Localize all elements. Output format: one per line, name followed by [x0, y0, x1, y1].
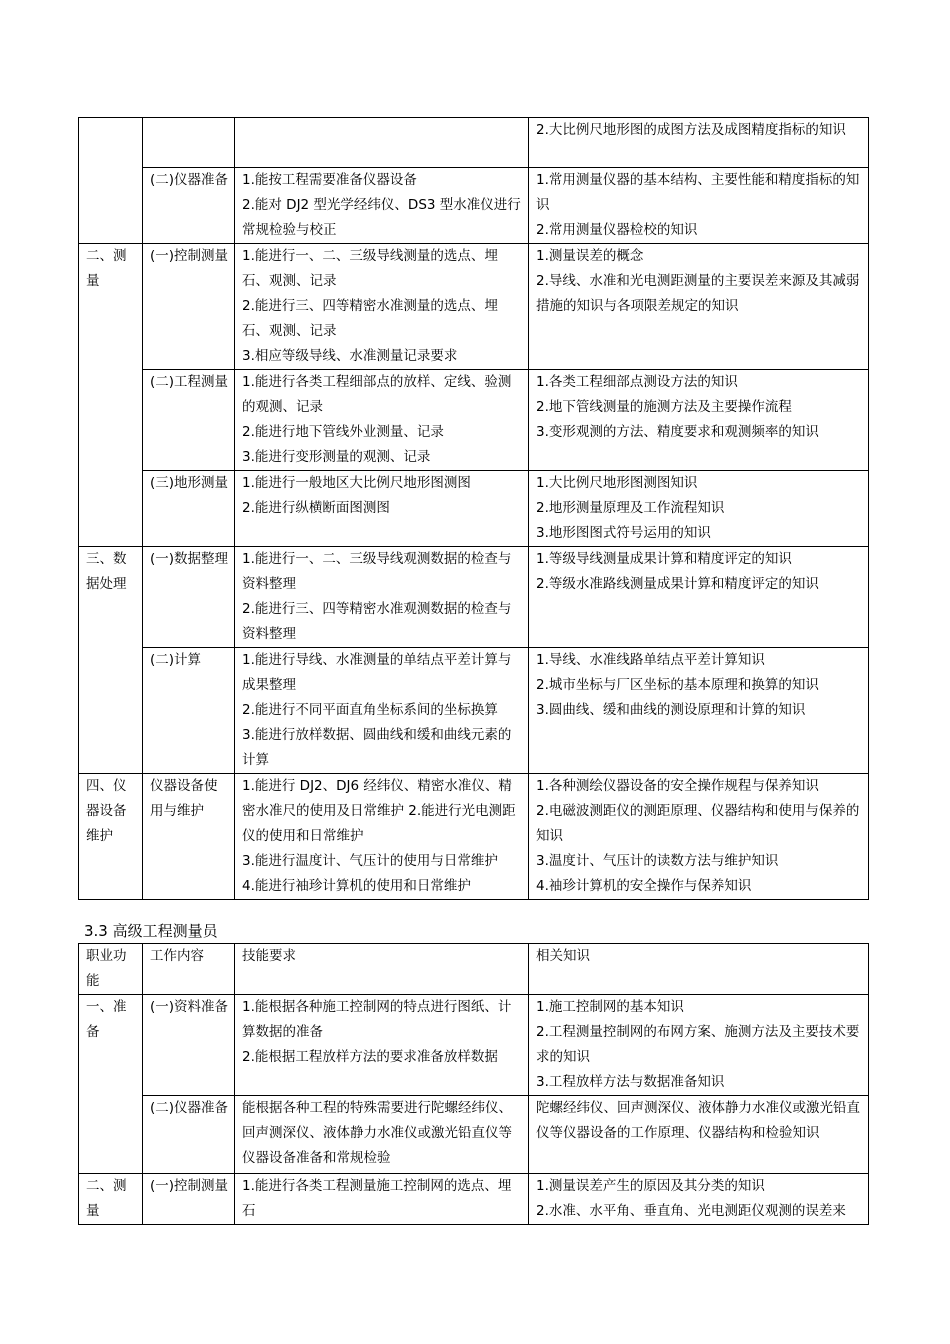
- content-cell: (一)控制测量: [143, 1174, 235, 1225]
- skill-line: 1.能按工程需要准备仪器设备: [242, 172, 417, 188]
- skills-cell: [235, 774, 529, 900]
- knowledge-line: 1.各种测绘仪器设备的安全操作规程与保养知识: [536, 778, 819, 794]
- knowledge-cell: [529, 168, 869, 244]
- skills-table-continued: [78, 117, 869, 900]
- header-content: 工作内容: [143, 944, 235, 995]
- knowledge-cell: [529, 1096, 869, 1174]
- knowledge-line: 1.各类工程细部点测设方法的知识: [536, 374, 738, 390]
- skill-line: 3.能进行变形测量的观测、记录: [242, 449, 431, 465]
- knowledge-line: 2.地下管线测量的施测方法及主要操作流程: [536, 399, 792, 415]
- knowledge-line: 2.城市坐标与厂区坐标的基本原理和换算的知识: [536, 677, 819, 693]
- content-cell: (二)仪器准备: [143, 168, 235, 244]
- skill-line: 能根据各种工程的特殊需要进行陀螺经纬仪、回声测深仪、液体静力水准仪或激光铅直仪等仪器设备准备和常规检验: [242, 1100, 512, 1166]
- skill-line: 2.能进行纵横断面图测图: [242, 500, 390, 516]
- table-row: [79, 1096, 869, 1174]
- knowledge-line: 3.变形观测的方法、精度要求和观测频率的知识: [536, 424, 819, 440]
- skill-line: 1.能进行一、二、三级导线观测数据的检查与资料整理: [242, 551, 512, 592]
- header-knowledge: 相关知识: [529, 944, 869, 995]
- func-cell: 四、仪器设备维护: [79, 774, 143, 900]
- skills-cell: [235, 168, 529, 244]
- knowledge-line: 1.测量误差产生的原因及其分类的知识: [536, 1178, 765, 1194]
- knowledge-line: 1.施工控制网的基本知识: [536, 999, 684, 1015]
- knowledge-line: 2.常用测量仪器检校的知识: [536, 222, 698, 238]
- knowledge-line: 2.水准、水平角、垂直角、光电测距仪观测的误差来: [536, 1203, 846, 1219]
- content-cell: (一)控制测量: [143, 244, 235, 370]
- content-cell: 仪器设备使用与维护: [143, 774, 235, 900]
- table-row: [79, 774, 869, 900]
- content-cell: (一)资料准备: [143, 995, 235, 1096]
- func-cell: 二、测量: [79, 244, 143, 547]
- skill-line: 3.相应等级导线、水准测量记录要求: [242, 348, 458, 364]
- table-row: [79, 995, 869, 1096]
- knowledge-line: 2.工程测量控制网的布网方案、施测方法及主要技术要求的知识: [536, 1024, 860, 1065]
- content-cell: (三)地形测量: [143, 471, 235, 547]
- table-row: [79, 244, 869, 370]
- knowledge-cell: [529, 244, 869, 370]
- skills-cell: [235, 995, 529, 1096]
- knowledge-line: 3.圆曲线、缓和曲线的测设原理和计算的知识: [536, 702, 806, 718]
- skills-cell: [235, 1174, 529, 1225]
- skill-line: 2.能进行三、四等精密水准观测数据的检查与资料整理: [242, 601, 512, 642]
- header-skills: 技能要求: [235, 944, 529, 995]
- table-row: [79, 168, 869, 244]
- func-cell: 二、测量: [79, 1174, 143, 1225]
- table-row: [79, 118, 869, 168]
- knowledge-line: 2.地形测量原理及工作流程知识: [536, 500, 725, 516]
- knowledge-line: 2.等级水准路线测量成果计算和精度评定的知识: [536, 576, 819, 592]
- knowledge-line: 2.电磁波测距仪的测距原理、仪器结构和使用与保养的知识: [536, 803, 860, 844]
- skills-cell: [235, 1096, 529, 1174]
- skill-line: 4.能进行袖珍计算机的使用和日常维护: [242, 878, 471, 894]
- skills-cell: [235, 118, 529, 168]
- skills-cell: [235, 244, 529, 370]
- skill-line: 1.能进行一、二、三级导线测量的选点、埋石、观测、记录: [242, 248, 498, 289]
- knowledge-cell: [529, 648, 869, 774]
- func-cell: 三、数据处理: [79, 547, 143, 774]
- skill-line: 2.能进行不同平面直角坐标系间的坐标换算: [242, 702, 498, 718]
- skills-table-advanced: [78, 943, 869, 1225]
- skill-line: 1.能进行导线、水准测量的单结点平差计算与成果整理: [242, 652, 512, 693]
- table-row: [79, 370, 869, 471]
- skill-line: 2.能进行地下管线外业测量、记录: [242, 424, 444, 440]
- skills-cell: [235, 471, 529, 547]
- content-cell: (二)仪器准备: [143, 1096, 235, 1174]
- skill-line: 1.能进行一般地区大比例尺地形图测图: [242, 475, 471, 491]
- knowledge-line: 3.工程放样方法与数据准备知识: [536, 1074, 725, 1090]
- knowledge-line: 4.袖珍计算机的安全操作与保养知识: [536, 878, 752, 894]
- content-cell: (二)计算: [143, 648, 235, 774]
- knowledge-line: 陀螺经纬仪、回声测深仪、液体静力水准仪或激光铅直仪等仪器设备的工作原理、仪器结构和检验知识: [536, 1100, 860, 1141]
- skill-line: 1.能进行各类工程细部点的放样、定线、验测的观测、记录: [242, 374, 512, 415]
- content-cell: [143, 118, 235, 168]
- knowledge-cell: [529, 995, 869, 1096]
- skill-line: 3.能进行温度计、气压计的使用与日常维护: [242, 853, 498, 869]
- skill-line: 1.能根据各种施工控制网的特点进行图纸、计算数据的准备: [242, 999, 512, 1040]
- table-row: [79, 471, 869, 547]
- table-row: [79, 547, 869, 648]
- knowledge-cell: [529, 118, 869, 168]
- skill-line: 3.能进行放样数据、圆曲线和缓和曲线元素的计算: [242, 727, 512, 768]
- knowledge-cell: [529, 1174, 869, 1225]
- knowledge-cell: [529, 471, 869, 547]
- func-cell: 一、准备: [79, 995, 143, 1174]
- table-row: [79, 1174, 869, 1225]
- skills-cell: [235, 648, 529, 774]
- knowledge-line: 1.测量误差的概念: [536, 248, 644, 264]
- knowledge-cell: [529, 547, 869, 648]
- skills-cell: [235, 370, 529, 471]
- knowledge-line: 1.等级导线测量成果计算和精度评定的知识: [536, 551, 792, 567]
- knowledge-line: 1.导线、水准线路单结点平差计算知识: [536, 652, 765, 668]
- func-cell: [79, 168, 143, 244]
- knowledge-cell: [529, 774, 869, 900]
- content-cell: (二)工程测量: [143, 370, 235, 471]
- skills-cell: [235, 547, 529, 648]
- content-cell: (一)数据整理: [143, 547, 235, 648]
- knowledge-line: 2.大比例尺地形图的成图方法及成图精度指标的知识: [536, 122, 846, 138]
- knowledge-line: 1.常用测量仪器的基本结构、主要性能和精度指标的知识: [536, 172, 860, 213]
- table-header-row: [79, 944, 869, 995]
- header-func: 职业功能: [79, 944, 143, 995]
- section-title: 3.3 高级工程测量员: [84, 922, 218, 940]
- knowledge-line: 3.温度计、气压计的读数方法与维护知识: [536, 853, 779, 869]
- knowledge-line: 2.导线、水准和光电测距测量的主要误差来源及其减弱措施的知识与各项限差规定的知识: [536, 273, 860, 314]
- skill-line: 2.能对 DJ2 型光学经纬仪、DS3 型水准仪进行常规检验与校正: [242, 197, 521, 238]
- knowledge-line: 1.大比例尺地形图测图知识: [536, 475, 698, 491]
- table-row: [79, 648, 869, 774]
- skill-line: 1.能进行 DJ2、DJ6 经纬仪、精密水准仪、精密水准尺的使用及日常维护 2.能进行光电测距仪的使用和日常维护: [242, 778, 516, 844]
- func-cell: [79, 118, 143, 168]
- skill-line: 2.能进行三、四等精密水准测量的选点、埋石、观测、记录: [242, 298, 498, 339]
- skill-line: 2.能根据工程放样方法的要求准备放样数据: [242, 1049, 498, 1065]
- knowledge-line: 3.地形图图式符号运用的知识: [536, 525, 711, 541]
- skill-line: 1.能进行各类工程测量施工控制网的选点、埋石: [242, 1178, 512, 1219]
- knowledge-cell: [529, 370, 869, 471]
